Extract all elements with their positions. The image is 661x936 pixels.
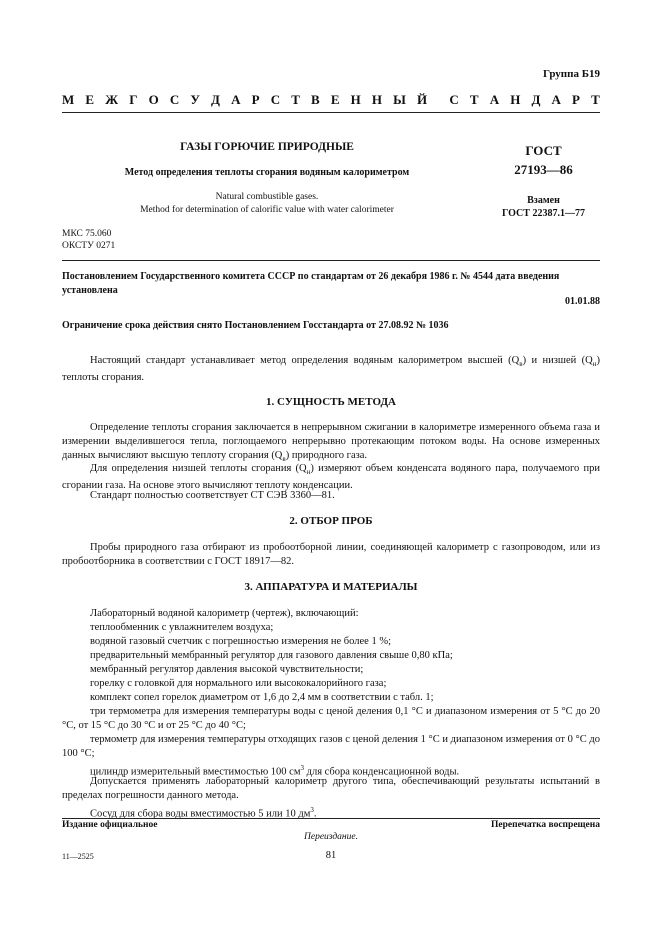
limitation-note: Ограничение срока действия снято Постановлением Госстандарта от 27.08.92 № 1036: [62, 320, 449, 331]
okstu-code: ОКСТУ 0271: [62, 241, 116, 251]
apparatus-item: предварительный мембранный регулятор для газового давления свыше 0,80 кПа;: [90, 650, 453, 661]
banner-letter: А: [551, 92, 561, 107]
banner-letter: Т: [591, 92, 600, 107]
decree-text: Постановлением Государственного комитета СССР по стандартам от 26 декабря 1986 г. № 4544 дата введения установлена: [62, 271, 560, 296]
title-divider: [62, 260, 600, 261]
page-number: 81: [325, 850, 337, 861]
mks-code: МКС 75.060: [62, 229, 112, 239]
apparatus-item: мембранный регулятор давления высокой чувствительности;: [90, 664, 364, 675]
banner-letter: Ы: [393, 92, 406, 107]
section-1-heading: 1. СУЩНОСТЬ МЕТОДА: [266, 396, 396, 408]
banner-letter: Е: [85, 92, 95, 107]
section-2-heading: 2. ОТБОР ПРОБ: [289, 515, 373, 527]
section-1-paragraph-3: Стандарт полностью соответствует СТ СЭВ 3360—81.: [90, 490, 335, 501]
print-code: 11—2525: [62, 852, 94, 861]
official-edition-label: Издание официальное: [62, 820, 158, 830]
banner-letter: Е: [330, 92, 340, 107]
english-title-line-2: Method for determination of calorific value with water calorimeter: [140, 205, 394, 215]
gost-label: ГОСТ: [525, 143, 562, 158]
alternative-calorimeter-note: Допускается применять лабораторный калориметр другого типа, обеспечивающий результаты испытаний в пределах погрешности данного метода.: [62, 776, 600, 801]
footer-divider: [62, 818, 600, 819]
banner-letter: О: [148, 92, 159, 107]
reissue-note: Переиздание.: [304, 832, 358, 842]
banner-letter: Т: [291, 92, 300, 107]
group-code: Группа Б19: [543, 68, 600, 80]
reprint-prohibited-label: Перепечатка воспрещена: [490, 820, 600, 830]
banner-letter: В: [311, 92, 320, 107]
replaces-label: Взамен: [527, 195, 560, 206]
section-2-paragraph: Пробы природного газа отбирают из пробоотборной линии, соединяющей калориметр с газопроводом, или из пробоотборника в соответствии с ГОСТ 18917—82.: [62, 542, 600, 567]
banner-letter: Д: [531, 92, 541, 107]
intro-paragraph: Настоящий стандарт устанавливает метод определения водяным калориметром высшей $(Q_в)$ и низшей $(Q_н)$ теплоты сгорания.: [62, 355, 600, 384]
section-1-paragraph-1: Определение теплоты сгорания заключается в непрерывном сжигании в калориметре измеренного объема газа и измерении выделившегося тепла, поглощаемого непрерывно протекающим потоком воды. На основе измеренных данных вычисляют высшую теплоту сгорания $(Q_в)$ природного газа.: [62, 422, 600, 464]
document-subtitle: Метод определения теплоты сгорания водяным калориметром: [124, 167, 410, 178]
banner-letter: М: [62, 92, 75, 107]
measuring-cylinder-item: цилиндр измерительный вместимостью 100 $см^3$ для сбора конденсационной воды.: [90, 764, 460, 778]
gost-number: 27193—86: [514, 162, 573, 177]
banner-letter: А: [231, 92, 241, 107]
apparatus-item: горелку с головкой для нормального или высококалорийного газа;: [90, 678, 387, 689]
apparatus-item: теплообменник с увлажнителем воздуха;: [90, 622, 274, 633]
banner-letter: А: [489, 92, 500, 107]
banner-letter: Т: [469, 92, 479, 107]
water-vessel-item: Сосуд для сбора воды вместимостью 5 или 10 $дм^3$.: [90, 806, 317, 820]
header-divider: [62, 112, 600, 113]
section-3-heading: 3. АППАРАТУРА И МАТЕРИАЛЫ: [244, 581, 418, 593]
banner-letter: Н: [510, 92, 521, 107]
banner-letter: Р: [251, 92, 260, 107]
banner-letter: С: [270, 92, 281, 107]
banner-letter: С: [169, 92, 180, 107]
water-thermometers-item: три термометра для измерения температуры воды с ценой деления 0,1 °С и диапазоном измерения от 5 °С до 20 °С, от 15 °С до 30 °С и от 25 °С до 40 °С;: [62, 706, 600, 731]
document-title: ГАЗЫ ГОРЮЧИЕ ПРИРОДНЫЕ: [180, 141, 354, 153]
banner-letter: Р: [572, 92, 580, 107]
banner-letter: Н: [371, 92, 382, 107]
banner-letter: Й: [417, 92, 428, 107]
gas-thermometer-item: термометр для измерения температуры отходящих газов с ценой деления 1 °С и диапазоном измерения от 0 °С до 100 °С;: [62, 734, 600, 759]
banner-letter: Г: [129, 92, 138, 107]
banner-letter: Ж: [105, 92, 119, 107]
introduction-date: 01.01.88: [565, 296, 600, 307]
banner-letter: Д: [211, 92, 220, 107]
apparatus-item: комплект сопел горелок диаметром от 1,6 до 2,4 мм в соответствии с табл. 1;: [90, 692, 434, 703]
english-title-line-1: Natural combustible gases.: [215, 192, 319, 202]
apparatus-item: Лабораторный водяной калориметр (чертеж), включающий:: [90, 608, 359, 619]
section-1-paragraph-2: Для определения низшей теплоты сгорания $(Q_н)$ измеряют объем конденсата водяного пара, получаемого при сгорании газа. На основе этого вычисляют теплоту конденсации.: [62, 463, 600, 492]
banner-letter: С: [449, 92, 459, 107]
banner-letter: У: [190, 92, 200, 107]
interstate-standard-banner: [62, 92, 600, 108]
replaces-value: ГОСТ 22387.1—77: [502, 208, 585, 219]
apparatus-item: водяной газовый счетчик с погрешностью измерения не более 1 %;: [90, 636, 391, 647]
banner-letter: Н: [350, 92, 361, 107]
